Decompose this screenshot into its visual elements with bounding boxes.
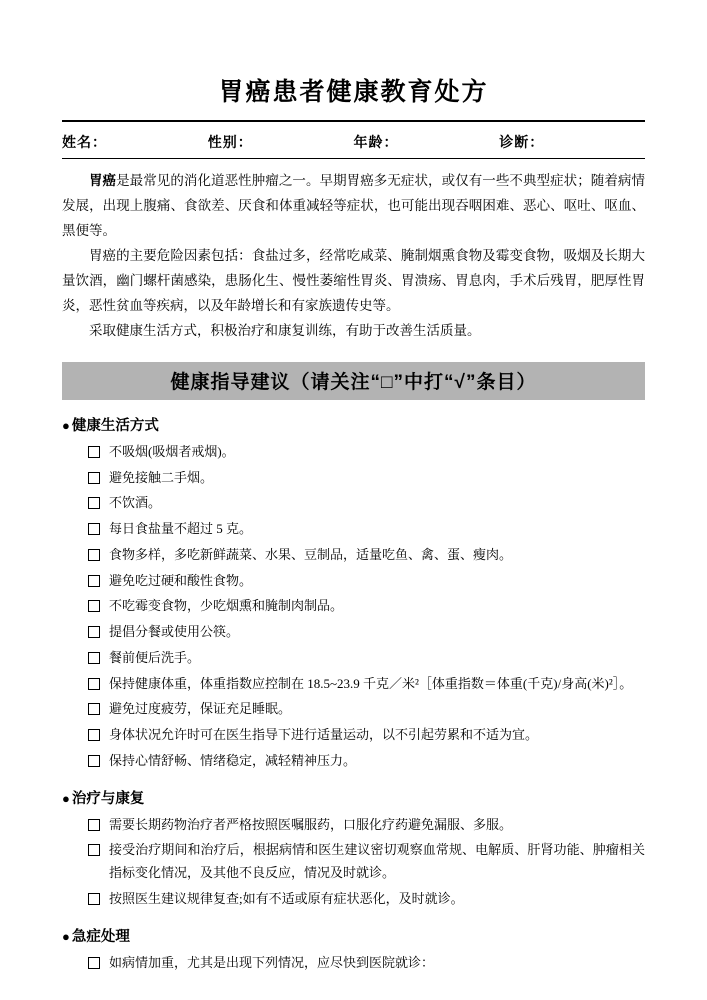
checkbox-icon[interactable] <box>88 626 100 638</box>
list-item[interactable] <box>88 441 645 464</box>
fields-divider <box>62 158 645 159</box>
section-heading-lifestyle <box>62 414 645 435</box>
list-item-label: 避免吃过硬和酸性食物。 <box>109 572 253 588</box>
checklist-emergency <box>62 952 645 975</box>
list-item[interactable] <box>88 673 645 696</box>
intro-lead-term: 胃癌 <box>89 173 117 188</box>
list-item-label: 接受治疗期间和治疗后，根据病情和医生建议密切观察血常规、电解质、肝肾功能、肿瘤相关指标变化情况，及其他不良反应，情况及时就诊。 <box>109 842 645 881</box>
list-item[interactable] <box>88 952 645 975</box>
field-age-label: 年龄： <box>353 136 399 151</box>
checkbox-icon[interactable] <box>88 893 100 905</box>
checkbox-icon[interactable] <box>88 575 100 587</box>
list-item[interactable] <box>88 570 645 593</box>
checkbox-icon[interactable] <box>88 549 100 561</box>
intro-paragraph-2: 胃癌的主要危险因素包括：食盐过多，经常吃咸菜、腌制烟熏食物及霉变食物，吸烟及长期大量饮酒，幽门螺杆菌感染，患肠化生、慢性萎缩性胃炎、胃溃疡、胃息肉，手术后残胃，肥厚性胃炎，恶性贫血等疾病，以及年龄增长和有家族遗传史等。 <box>62 247 645 313</box>
list-item[interactable] <box>88 888 645 911</box>
list-item[interactable] <box>88 839 645 885</box>
list-item-label: 需要长期药物治疗者严格按照医嘱服药，口服化疗药避免漏服、多服。 <box>109 816 513 832</box>
bullet-icon: ● <box>62 417 70 433</box>
checkbox-icon[interactable] <box>88 472 100 484</box>
list-item-label: 不吃霉变食物，少吃烟熏和腌制肉制品。 <box>109 598 344 614</box>
checkbox-icon[interactable] <box>88 729 100 741</box>
list-item[interactable] <box>88 544 645 567</box>
list-item-label: 提倡分餐或使用公筷。 <box>109 624 240 640</box>
checkbox-icon[interactable] <box>88 652 100 664</box>
checkbox-icon[interactable] <box>88 497 100 509</box>
field-name-label: 姓名： <box>62 136 107 151</box>
list-item[interactable] <box>88 467 645 490</box>
section-heading-treatment <box>62 787 645 808</box>
checkbox-icon[interactable] <box>88 446 100 458</box>
checkbox-icon[interactable] <box>88 523 100 535</box>
checkbox-icon[interactable] <box>88 600 100 612</box>
title-divider <box>62 120 645 122</box>
list-item-label: 食物多样，多吃新鲜蔬菜、水果、豆制品，适量吃鱼、禽、蛋、瘦肉。 <box>109 546 513 562</box>
list-item[interactable] <box>88 621 645 644</box>
list-item-label: 如病情加重，尤其是出现下列情况，应尽快到医院就诊： <box>109 954 435 970</box>
checkbox-icon[interactable] <box>88 844 100 856</box>
section-heading-lifestyle-label: 健康生活方式 <box>71 417 159 434</box>
field-diagnosis-label: 诊断： <box>499 136 545 151</box>
list-item[interactable] <box>88 698 645 721</box>
list-item-label: 不吸烟(吸烟者戒烟)。 <box>109 443 235 459</box>
checkbox-icon[interactable] <box>88 755 100 767</box>
intro-paragraph-1 <box>62 169 645 244</box>
checklist-treatment <box>62 814 645 911</box>
checkbox-icon[interactable] <box>88 678 100 690</box>
guidance-band <box>62 362 645 400</box>
bullet-icon: ● <box>62 928 70 944</box>
list-item-label: 身体状况允许时可在医生指导下进行适量运动，以不引起劳累和不适为宜。 <box>109 727 539 743</box>
list-item-label: 保持心情舒畅、情绪稳定，减轻精神压力。 <box>109 752 357 768</box>
intro-paragraph-3: 采取健康生活方式，积极治疗和康复训练，有助于改善生活质量。 <box>89 322 481 338</box>
guidance-band-title: 健康指导建议（请关注“□”中打“√”条目） <box>170 371 537 393</box>
page-title: 胃癌患者健康教育处方 <box>218 78 489 106</box>
list-item[interactable] <box>88 492 645 515</box>
list-item-label: 不饮酒。 <box>109 495 162 511</box>
list-item-label: 保持健康体重，体重指数应控制在 18.5~23.9 千克／米²［体重指数＝体重(千克)/身高(米)²］。 <box>109 675 633 691</box>
checklist-lifestyle <box>62 441 645 773</box>
field-gender-label: 性别： <box>207 136 253 151</box>
bullet-icon: ● <box>62 790 70 806</box>
checkbox-icon[interactable] <box>88 703 100 715</box>
list-item-label: 避免接触二手烟。 <box>109 469 214 485</box>
list-item[interactable] <box>88 814 645 837</box>
list-item[interactable] <box>88 518 645 541</box>
list-item-label: 避免过度疲劳，保证充足睡眠。 <box>109 701 292 717</box>
list-item-label: 每日食盐量不超过 5 克。 <box>109 521 253 537</box>
checkbox-icon[interactable] <box>88 819 100 831</box>
section-heading-emergency <box>62 925 645 946</box>
section-heading-treatment-label: 治疗与康复 <box>71 790 145 807</box>
intro-paragraph-1-text: 是最常见的消化道恶性肿瘤之一。早期胃癌多无症状，或仅有一些不典型症状；随着病情发展，出现上腹痛、食欲差、厌食和体重减轻等症状，也可能出现吞咽困难、恶心、呕吐、呕血、黑便等。 <box>62 173 645 238</box>
list-item[interactable] <box>88 724 645 747</box>
patient-field-row <box>62 132 645 152</box>
section-heading-emergency-label: 急症处理 <box>71 928 130 945</box>
list-item-label: 餐前便后洗手。 <box>109 649 201 665</box>
list-item[interactable] <box>88 595 645 618</box>
list-item[interactable] <box>88 647 645 670</box>
list-item[interactable] <box>88 750 645 773</box>
list-item-label: 按照医生建议规律复查;如有不适或原有症状恶化，及时就诊。 <box>109 890 464 906</box>
checkbox-icon[interactable] <box>88 957 100 969</box>
